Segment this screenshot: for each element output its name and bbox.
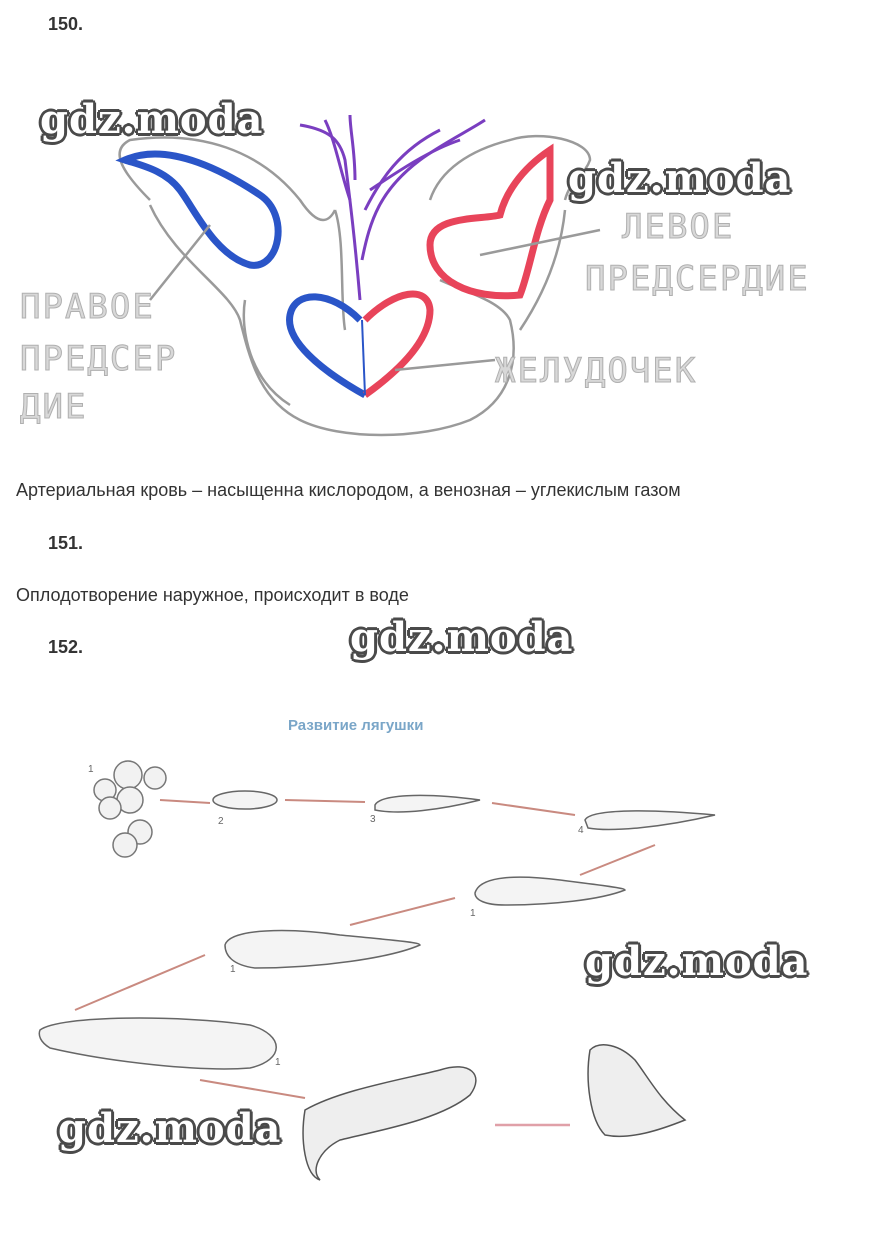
froglet: [303, 1067, 476, 1180]
label-right-atrium-2: ПРЕДСЕР: [20, 339, 178, 379]
label-right-atrium-3: ДИЕ: [20, 387, 88, 427]
svg-text:4: 4: [578, 825, 584, 836]
svg-text:1: 1: [88, 764, 94, 775]
watermark: gdz.moda: [350, 614, 574, 661]
svg-text:1: 1: [230, 964, 236, 975]
watermark: gdz.moda: [568, 155, 792, 202]
label-left-atrium-1: ЛЕВОЕ: [622, 207, 735, 247]
label-left-atrium-2: ПРЕДСЕРДИЕ: [585, 259, 810, 299]
frog-diagram-title: Развитие лягушки: [288, 717, 424, 734]
larva-stage-3: [375, 795, 480, 812]
svg-text:1: 1: [275, 1057, 281, 1068]
watermark: gdz.moda: [585, 938, 809, 985]
watermark: gdz.moda: [40, 96, 264, 143]
watermark: gdz.moda: [58, 1105, 282, 1152]
answer-150: Артериальная кровь – насыщенна кислородом, а венозная – углекислым газом: [16, 480, 681, 500]
tadpole-with-legs: [39, 1018, 276, 1069]
frog-eggs: [94, 761, 166, 857]
svg-text:1: 1: [470, 908, 476, 919]
section-number-150: 150.: [48, 14, 84, 34]
svg-text:2: 2: [218, 816, 224, 827]
answer-151: Оплодотворение наружное, происходит в воде: [16, 585, 409, 605]
section-number-152: 152.: [48, 637, 84, 657]
tadpole-stage-6: [225, 931, 420, 968]
label-right-atrium-1: ПРАВОЕ: [20, 287, 155, 327]
tadpole-stage-4: [585, 811, 715, 830]
adult-frog: [588, 1045, 685, 1137]
embryo-stage-2: [213, 791, 277, 809]
svg-text:3: 3: [370, 814, 376, 825]
tadpole-stage-5: [475, 877, 625, 905]
label-ventricle: ЖЕЛУДОЧЕК: [495, 351, 698, 391]
section-number-151: 151.: [48, 533, 84, 553]
